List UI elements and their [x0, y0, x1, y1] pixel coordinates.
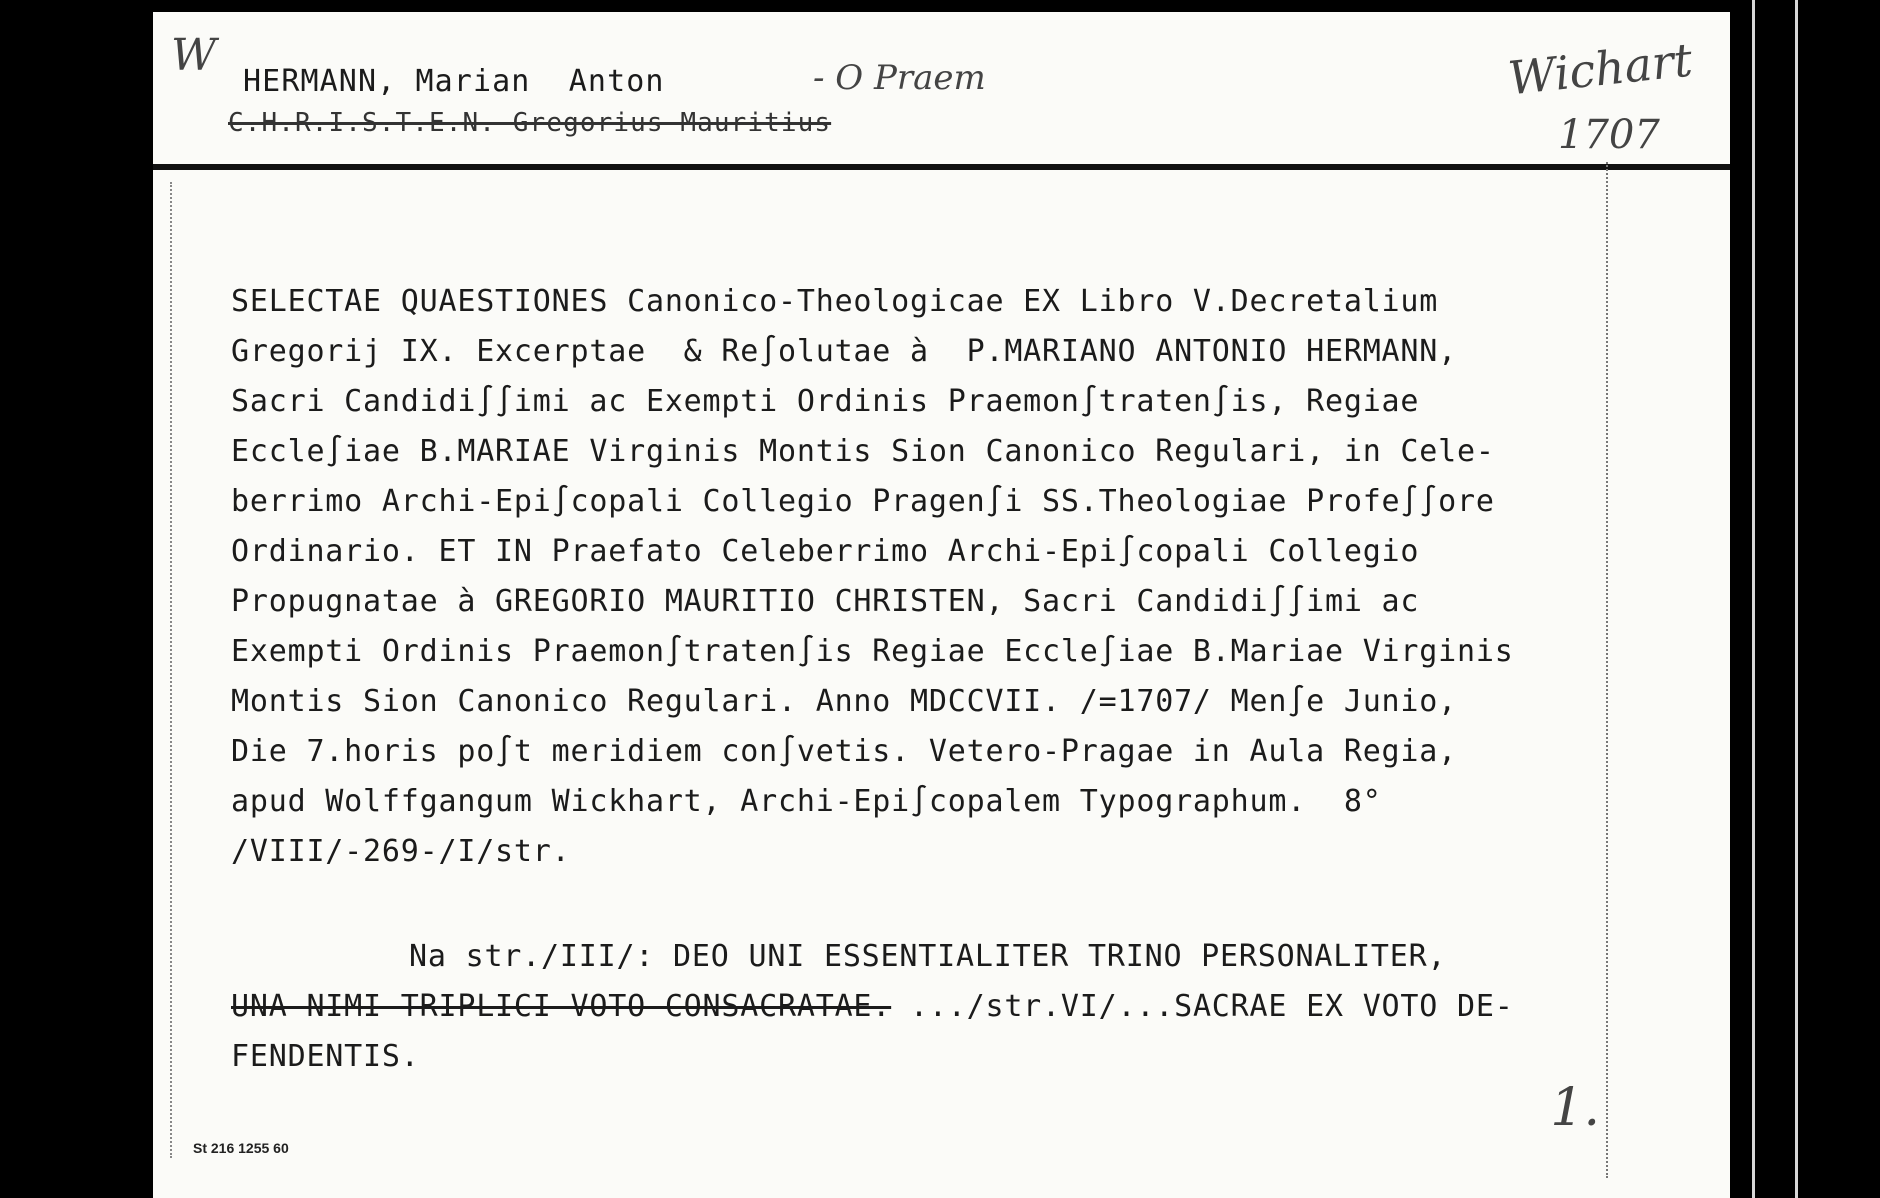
- description-line: Propugnatae à GREGORIO MAURITIO CHRISTEN, Sacri Candidi∫∫imi ac: [231, 584, 1420, 619]
- description-line: Sacri Candidi∫∫imi ac Exempti Ordinis Praemon∫traten∫is, Regiae: [231, 384, 1420, 419]
- header-rule: [153, 164, 1730, 170]
- handwritten-order: - O Praem: [813, 58, 986, 98]
- struck-dedication-text: UNA NIMI TRIPLICI VOTO CONSACRATAE.: [231, 989, 892, 1024]
- description-line: Gregorij IX. Excerptae & Re∫olutae à P.MARIANO ANTONIO HERMANN,: [231, 334, 1457, 369]
- page-number: 1.: [1550, 1078, 1600, 1138]
- description-line: Montis Sion Canonico Regulari. Anno MDCCVII. /=1707/ Men∫e Junio,: [231, 684, 1457, 719]
- description-line: Eccle∫iae B.MARIAE Virginis Montis Sion Canonico Regulari, in Cele-: [231, 434, 1495, 469]
- frame-edge-line: [1795, 0, 1798, 1198]
- struck-author-line: C.H.R.I.S.T.E.N. Gregorius Mauritius: [228, 108, 832, 138]
- catalog-card: [153, 12, 1730, 1198]
- frame-edge-line: [1752, 0, 1755, 1198]
- description-line: apud Wolffgangum Wickhart, Archi-Epi∫copalem Typographum. 8°: [231, 784, 1382, 819]
- author-name: HERMANN, Marian Anton: [243, 64, 665, 99]
- handwritten-signature: Wichart: [1505, 32, 1695, 106]
- description-line: /VIII/-269-/I/str.: [231, 834, 571, 869]
- description-line: Ordinario. ET IN Praefato Celeberrimo Archi-Epi∫copali Collegio: [231, 534, 1420, 569]
- dedication-continuation: .../str.VI/...SACRAE EX VOTO DE-: [891, 989, 1514, 1024]
- dedication-line: [231, 982, 1651, 1032]
- bibliographic-description: [231, 277, 1651, 877]
- dedication-note: [231, 932, 1651, 1082]
- handwritten-year: 1707: [1558, 112, 1660, 158]
- margin-initial: W: [171, 30, 217, 81]
- description-line: berrimo Archi-Epi∫copali Collegio Pragen∫i SS.Theologiae Profe∫∫ore: [231, 484, 1495, 519]
- description-line: Die 7.horis po∫t meridiem con∫vetis. Vetero-Pragae in Aula Regia,: [231, 734, 1457, 769]
- card-header: [153, 12, 1730, 162]
- dedication-line: FENDENTIS.: [231, 1039, 420, 1074]
- catalog-stamp: St 216 1255 60: [193, 1140, 289, 1156]
- dedication-line: Na str./III/: DEO UNI ESSENTIALITER TRINO PERSONALITER,: [409, 939, 1447, 974]
- description-line: Exempti Ordinis Praemon∫traten∫is Regiae Eccle∫iae B.Mariae Virginis: [231, 634, 1514, 669]
- description-line: SELECTAE QUAESTIONES Canonico-Theologicae EX Libro V.Decretalium: [231, 284, 1439, 319]
- left-margin-line: [170, 182, 172, 1158]
